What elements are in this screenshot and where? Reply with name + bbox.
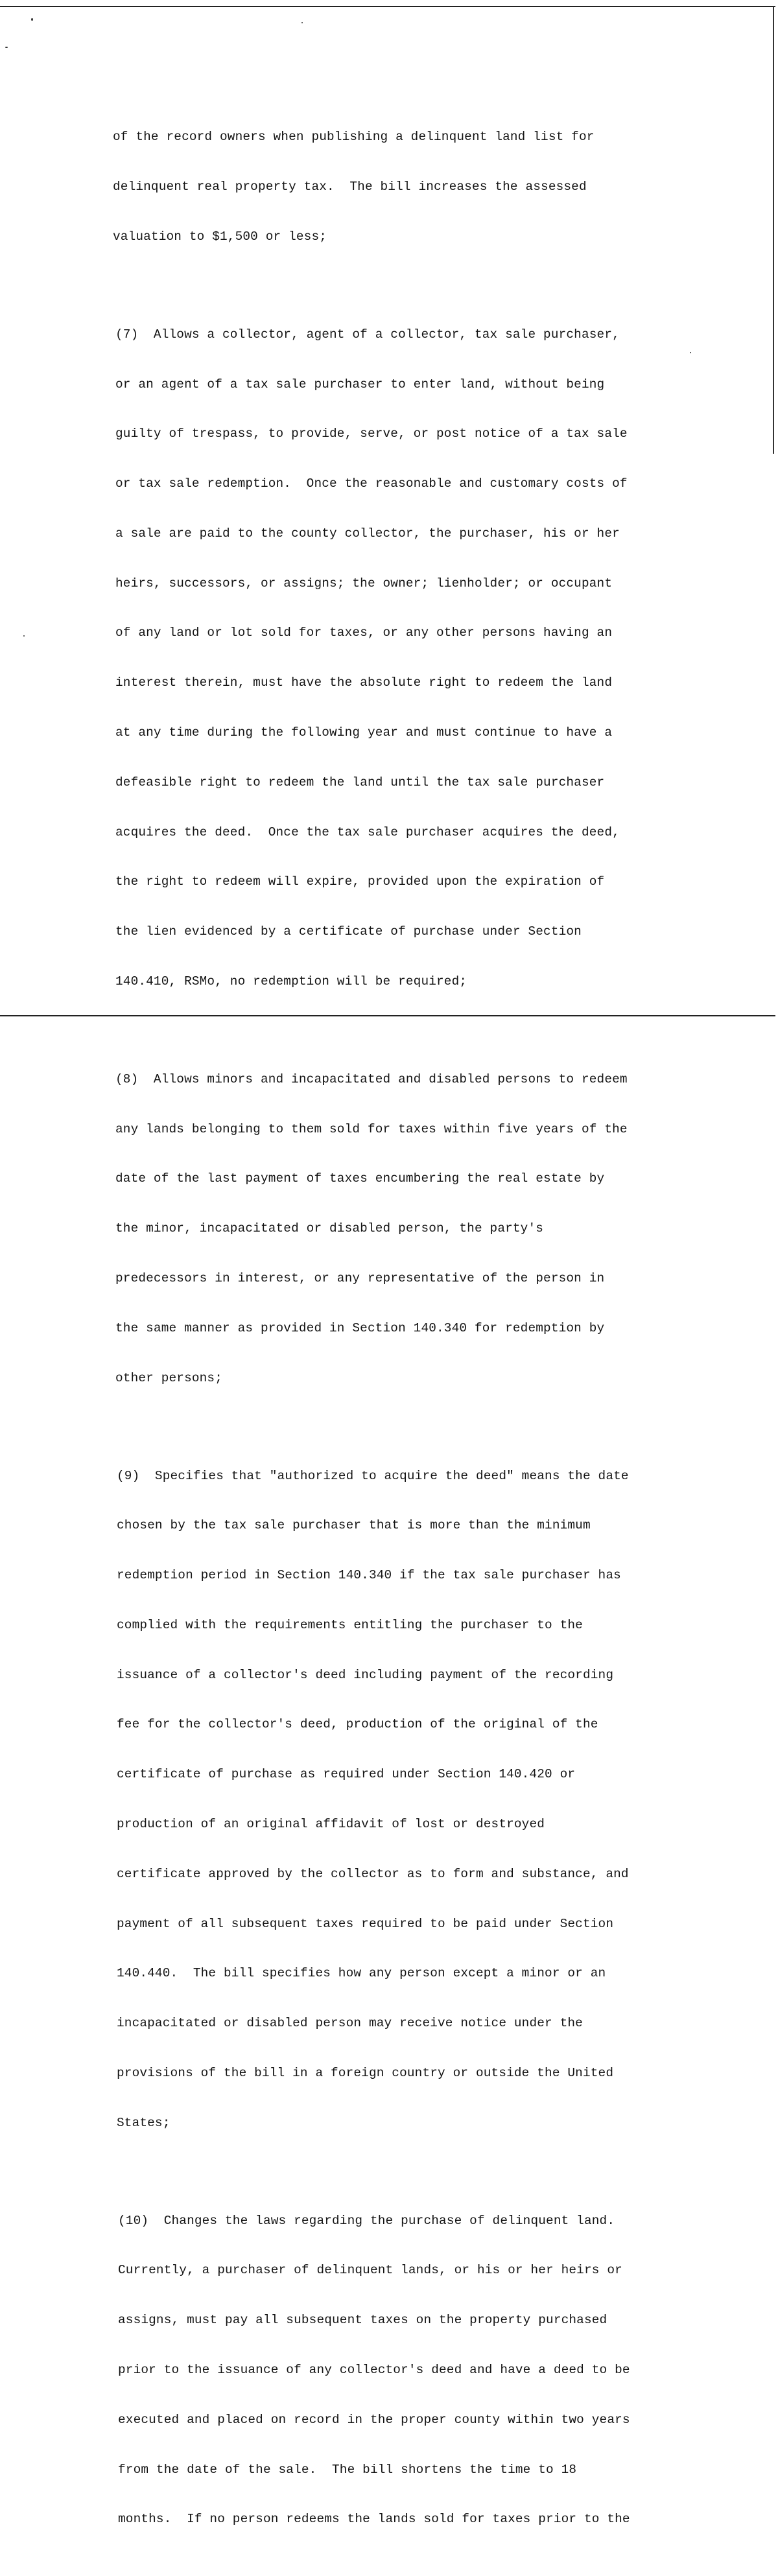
text-line: issuance of a collector's deed including payment of the recording [117,1667,614,1682]
scan-speck [301,22,303,23]
text-line: the lien evidenced by a certificate of purchase under Section [115,924,582,939]
text-line: defeasible right to redeem the land until the tax sale purchaser [115,775,605,790]
text-line: (7) Allows a collector, agent of a collector, tax sale purchaser, [115,327,620,342]
text-line: the minor, incapacitated or disabled person, the party's [115,1221,544,1236]
text-line: fee for the collector's deed, production of the original of the [117,1717,598,1732]
scan-speck [31,18,33,21]
document-body [113,96,706,2576]
text-line: provisions of the bill in a foreign country or outside the United [117,2065,614,2080]
text-line: the same manner as provided in Section 140.340 for redemption by [115,1320,605,1335]
text-line: the right to redeem will expire, provided upon the expiration of [115,874,605,889]
text-line: of any land or lot sold for taxes, or any other persons having an [115,626,613,640]
text-line: months. If no person redeems the lands sold for taxes prior to the [118,2512,630,2527]
paragraph-item-8 [115,1038,706,1420]
text-line: States; [117,2115,171,2130]
paragraph-item-10 [118,2179,706,2561]
text-line: 140.440. The bill specifies how any person except a minor or an [117,1966,606,1981]
paragraph-intro [113,96,706,279]
text-line: date of the last payment of taxes encumbering the real estate by [115,1171,605,1186]
text-line: complied with the requirements entitling the purchaser to the [117,1617,583,1632]
text-line: from the date of the sale. The bill shortens the time to 18 [118,2462,577,2477]
paragraph-item-7 [115,294,706,1024]
text-line: assigns, must pay all subsequent taxes on the property purchased [118,2313,607,2328]
text-line: any lands belonging to them sold for taxes within five years of the [115,1121,628,1136]
scan-speck [5,47,8,48]
text-line: prior to the issuance of any collector's deed and have a deed to be [118,2362,630,2377]
text-line: certificate approved by the collector as to form and substance, and [117,1866,629,1881]
text-line: redemption period in Section 140.340 if the tax sale purchaser has [117,1568,621,1583]
text-line: 140.410, RSMo, no redemption will be required; [115,974,467,989]
text-line: a sale are paid to the county collector, the purchaser, his or her [115,526,620,541]
text-line: incapacitated or disabled person may receive notice under the [117,2016,583,2031]
text-line: payment of all subsequent taxes required to be paid under Section [117,1916,614,1931]
text-line: guilty of trespass, to provide, serve, or post notice of a tax sale [115,427,628,441]
text-line: Currently, a purchaser of delinquent lands, or his or her heirs or [118,2263,622,2278]
page-top-edge [0,6,775,7]
text-line: chosen by the tax sale purchaser that is more than the minimum [117,1518,591,1533]
text-line: or tax sale redemption. Once the reasonable and customary costs of [115,476,628,491]
text-line: (8) Allows minors and incapacitated and disabled persons to redeem [115,1071,628,1086]
text-line: delinquent real property tax. The bill increases the assessed [113,179,587,194]
text-line: at any time during the following year and must continue to have a [115,725,613,740]
text-line: predecessors in interest, or any representative of the person in [115,1270,605,1285]
scan-speck [23,635,25,637]
text-line: other persons; [115,1370,223,1385]
text-line: executed and placed on record in the proper county within two years [118,2412,630,2427]
text-line: (9) Specifies that "authorized to acquire the deed" means the date [117,1468,629,1483]
text-line: interest therein, must have the absolute right to redeem the land [115,675,613,690]
text-line: production of an original affidavit of lost or destroyed [117,1816,545,1831]
text-line: or an agent of a tax sale purchaser to enter land, without being [115,377,605,392]
text-line: valuation to $1,500 or less; [113,229,327,244]
text-line: acquires the deed. Once the tax sale purchaser acquires the deed, [115,825,620,839]
text-line: of the record owners when publishing a delinquent land list for [113,130,595,145]
paragraph-item-9 [117,1434,706,2164]
text-line: heirs, successors, or assigns; the owner; lienholder; or occupant [115,576,613,591]
text-line: (10) Changes the laws regarding the purchase of delinquent land. [118,2213,615,2228]
text-line: certificate of purchase as required under Section 140.420 or [117,1767,576,1782]
page-right-edge [773,6,774,454]
